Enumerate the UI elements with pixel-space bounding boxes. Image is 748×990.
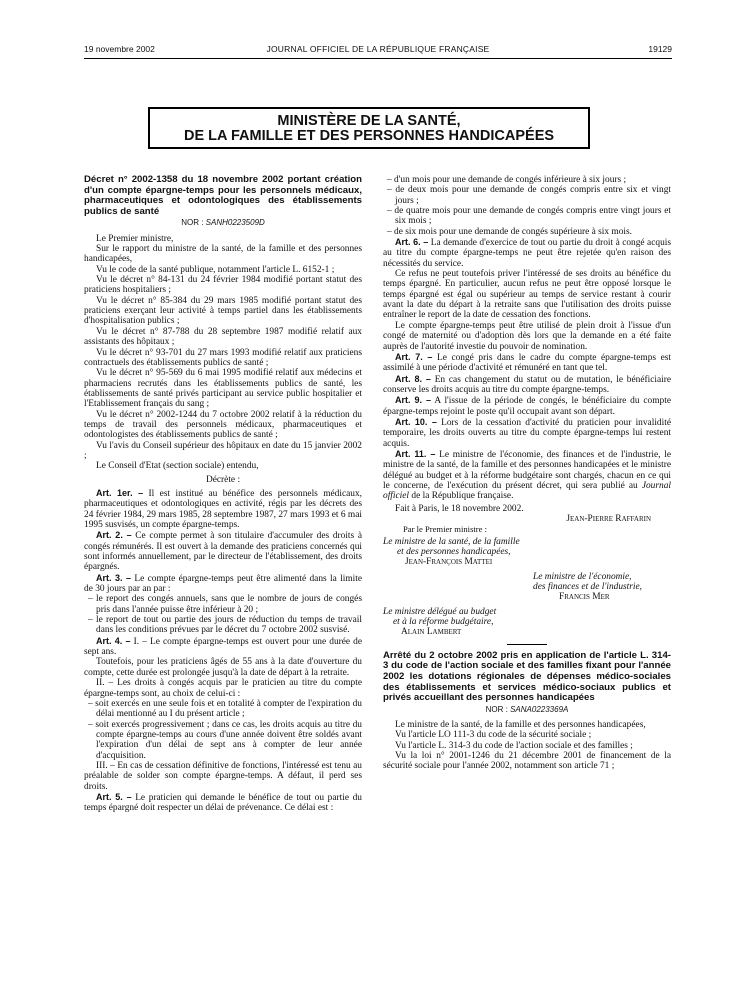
art4-para-4: III. – En cas de cessation définitive de fonctions, l'intéressé est tenu au préalable de solder son compte épargne-temps. A défaut, il perd ses droits. (84, 760, 362, 792)
art10-label: Art. 10. – (395, 416, 437, 427)
arrete-nor-code: SANA0223369A (510, 704, 569, 714)
page-number: 19129 (648, 44, 672, 54)
arrete-intro-1: Vu l'article LO 111-3 du code de la sécurité sociale ; (395, 730, 592, 741)
art11-end: de la République française. (411, 491, 514, 502)
decree-intro-0: Le Premier ministre, (96, 233, 174, 244)
pm-name: Jean-Pierre Raffarin (566, 514, 651, 524)
arrete-intro-3: Vu la loi n° 2001-1246 du 21 décembre 2001 de financement de la sécurité sociale pour l'année 2002, notamment son article 71 ; (383, 751, 671, 772)
art6-text: La demande d'exercice de tout ou partie du droit à congé acquis au titre du compte épargne-temps ne peut être rejetée qu'en raison des nécessités du service. (383, 238, 672, 269)
sig3-role-a: Le ministre délégué au budget (383, 606, 497, 617)
art9-text: A l'issue de la période de congés, le bénéficiaire du compte épargne-temps rejoint le poste qu'il occupait avant son départ. (383, 396, 671, 417)
art3-text: Le compte épargne-temps peut être alimenté dans la limite de 30 jours par an par : (84, 573, 362, 595)
art8-text: En cas changement du statut ou de mutation, le bénéficiaire conserve les droits acquis au titre du compte épargne-temps. (383, 374, 672, 395)
sig1-role-a: Le ministre de la santé, de la famille (383, 536, 520, 547)
pm-by: Par le Premier ministre : (403, 524, 488, 535)
article-4 (84, 636, 362, 658)
art5-label: Art. 5. – (96, 791, 132, 802)
decree-intro-7: Vu le décret n° 95-569 du 6 mai 1995 modifié relatif aux médecins et pharmaciens recrutés dans les établissements publics de santé, les établissements de santé privés participant au service public hospitalier et l'Etablissement français du sang ; (84, 368, 362, 410)
decree-intro-6: Vu le décret n° 93-701 du 27 mars 1993 modifié relatif aux praticiens contractuels des établissements publics de santé ; (84, 347, 362, 368)
article-10 (383, 417, 671, 449)
right-column (383, 175, 671, 772)
sig1-name: Jean-François Mattei (405, 557, 493, 568)
article-5 (84, 792, 362, 814)
art5-item-2: – de quatre mois pour une demande de congés compris entre vingt jours et six mois ; (387, 206, 671, 227)
art3-item-0: – le report des congés annuels, sans que le nombre de jours de congés pris dans l'année puisse être inférieur à 20 ; (88, 594, 362, 615)
ministry-line-2: DE LA FAMILLE ET DES PERSONNES HANDICAPÉES (183, 128, 555, 144)
art4-label: Art. 4. – (96, 635, 131, 646)
art5-item-0: – d'un mois pour une demande de congés inférieure à six jours ; (387, 175, 627, 185)
sig1-role-b: et des personnes handicapées, (397, 547, 511, 558)
ministry-line-1: MINISTÈRE DE LA SANTÉ, (277, 113, 461, 129)
art5-text: Le praticien qui demande le bénéfice de tout ou partie du temps épargné doit respecter un délai de prévenance. Ce délai est : (84, 792, 362, 814)
arrete-nor-label: NOR : (485, 704, 508, 714)
decree-intro-10: Le Conseil d'Etat (section sociale) entendu, (96, 461, 259, 472)
decree-intro-1: Sur le rapport du ministre de la santé, de la famille et des personnes handicapées, (84, 244, 362, 265)
article-9 (383, 395, 671, 417)
arrete-nor (383, 705, 671, 715)
art11-journal: Journal officiel (383, 480, 671, 502)
arrete-intro-2: Vu l'article L. 314-3 du code de l'action sociale et des familles ; (395, 740, 633, 751)
nor-label: NOR : (181, 218, 204, 228)
art6-para-3: Le compte épargne-temps peut être utilisé de plein droit à l'issue d'un congé de maternité ou d'adoption dès lors que la demande en a été faite auprès de l'autorité investie du pouvoir de nomination. (383, 320, 671, 352)
sig2-role-b: des finances et de l'industrie, (533, 582, 643, 593)
section-divider (507, 644, 547, 645)
art10-text: Lors de la cessation d'activité du praticien pour invalidité temporaire, les droits ouverts au titre du compte épargne-temps lui restent acquis. (383, 417, 671, 449)
art4-para-3: II. – Les droits à congés acquis par le praticien au titre du compte épargne-temps sont, au choix de celui-ci : (84, 678, 362, 699)
decree-intro-9: Vu l'avis du Conseil supérieur des hôpitaux en date du 15 janvier 2002 ; (84, 440, 362, 461)
art3-item-1: – le report de tout ou partie des jours de réduction du temps de travail dans les conditions prévues par le décret du 7 octobre 2002 susvisé. (88, 615, 362, 636)
article-6 (383, 237, 671, 269)
done-at: Fait à Paris, le 18 novembre 2002. (395, 503, 524, 514)
page-header (84, 44, 672, 58)
signature-1 (383, 537, 671, 568)
article-1 (84, 488, 362, 530)
art2-text: Ce compte permet à son titulaire d'accumuler des droits à congés rémunérés. Il est ouvert à la demande des praticiens concernés qui sont informés annuellement, par le directeur de l'établissement, des droits épargnés. (84, 531, 362, 573)
art1-text: Il est institué au bénéfice des personnels médicaux, pharmaceutiques et odontologiques en activité, régis par les décrets des 24 février 1984, 29 mars 1985, 28 septembre 1987, 27 mars 1993 et 6 mai 1995 susvisés, un compte épargne-temps. (84, 488, 363, 530)
decree-intro-8: Vu le décret n° 2002-1244 du 7 octobre 2002 relatif à la réduction du temps de travail des personnels médicaux, pharmaceutiques et odontologistes des établissements publics de santé ; (84, 409, 362, 441)
decrete: Décrète : (205, 474, 241, 485)
article-8 (383, 374, 671, 396)
art9-label: Art. 9. – (395, 395, 432, 406)
art6-para-2: Ce refus ne peut toutefois priver l'intéressé de ses droits au bénéfice du temps épargné. En particulier, aucun refus ne peut être opposé lorsque le temps épargné est égal ou supérieur au temps de service restant à courir avant la date du départ à la retraite sans que l'utilisation des droits puisse entraîner le report de la date de cessation des fonctions. (383, 269, 671, 321)
sig2-name: Francis Mer (559, 592, 610, 603)
left-column (84, 175, 362, 814)
sig3-role-b: et à la réforme budgétaire, (393, 617, 494, 628)
art6-label: Art. 6. – (395, 237, 429, 248)
art11-text: Le ministre de l'économie, des finances et de l'industrie, le ministre de la santé, de la famille et des personnes handicapées et le ministre délégué au budget et à la réforme budgétaire sont chargés, chacun en ce qui le concerne, de l'exécution du présent décret, qui sera publié au (383, 449, 671, 491)
decree-intro-2: Vu le code de la santé publique, notamment l'article L. 6152-1 ; (96, 264, 335, 275)
decree-title: Décret n° 2002-1358 du 18 novembre 2002 portant création d'un compte épargne-temps pour les personnels médicaux, pharmaceutiques et odontologiques des établissements publics de santé (84, 174, 362, 217)
decree-intro-5: Vu le décret n° 87-788 du 28 septembre 1987 modifié relatif aux assistants des hôpitaux ; (84, 326, 362, 348)
art8-label: Art. 8. – (395, 373, 431, 384)
nor-code: SANH0223509D (205, 218, 265, 228)
art4-para-2: Toutefois, pour les praticiens âgés de 55 ans à la date d'ouverture du compte, cette durée est prolongée jusqu'à la date de départ à la retraite. (84, 657, 362, 678)
art7-text: Le congé pris dans le cadre du compte épargne-temps est assimilé à une période d'activité et rémunéré en tant que tel. (383, 352, 672, 374)
decree-nor (84, 218, 362, 228)
decree-intro-3: Vu le décret n° 84-131 du 24 février 1984 modifié portant statut des praticiens hospitaliers ; (84, 275, 362, 296)
art3-label: Art. 3. – (96, 572, 132, 583)
art4-item-1: – soit exercés progressivement ; dans ce cas, les droits acquis au titre du compte épargne-temps au cours d'une année doivent être soldés avant l'expiration d'un délai de sept ans à compter de leur année d'acquisition. (88, 719, 362, 761)
arrete-intro-0: Le ministre de la santé, de la famille et des personnes handicapées, (395, 720, 646, 731)
art4-item-0: – soit exercés en une seule fois et en totalité à compter de l'expiration du délai mentionné au I du présent article ; (88, 698, 362, 720)
ministry-box (148, 107, 590, 149)
art7-label: Art. 7. – (395, 351, 433, 362)
issue-date: 19 novembre 2002 (84, 44, 155, 54)
art11-label: Art. 11. – (395, 448, 436, 459)
article-7 (383, 352, 671, 374)
signature-3 (383, 607, 671, 638)
journal-title: JOURNAL OFFICIEL DE LA RÉPUBLIQUE FRANÇAISE (266, 44, 490, 54)
signature-2 (383, 572, 671, 603)
sig2-role-a: Le ministre de l'économie, (533, 571, 632, 582)
art5-item-3: – de six mois pour une demande de congés supérieure à six mois. (387, 226, 632, 237)
art1-label: Art. 1er. – (96, 487, 144, 498)
decree-intro-4: Vu le décret n° 85-384 du 29 mars 1985 modifié portant statut des praticiens exerçant leur activité à temps partiel dans les établissements d'hospitalisation publics ; (84, 295, 362, 327)
article-11 (383, 449, 671, 502)
sig3-name: Alain Lambert (401, 627, 462, 638)
arrete-title: Arrêté du 2 octobre 2002 pris en application de l'article L. 314-3 du code de l'action sociale et des familles fixant pour l'année 2002 les dotations régionales de dépenses médico-sociales des établissements et services médico-sociaux publics et privés accueillant des personnes handicapées (383, 649, 671, 704)
article-3 (84, 573, 362, 595)
art4-text: I. – Le compte épargne-temps est ouvert pour une durée de sept ans. (84, 636, 363, 658)
art5-item-1: – de deux mois pour une demande de congés compris entre six et vingt jours ; (387, 185, 671, 206)
art2-label: Art. 2. – (96, 530, 132, 541)
article-2 (84, 530, 362, 572)
header-rule (84, 58, 672, 59)
